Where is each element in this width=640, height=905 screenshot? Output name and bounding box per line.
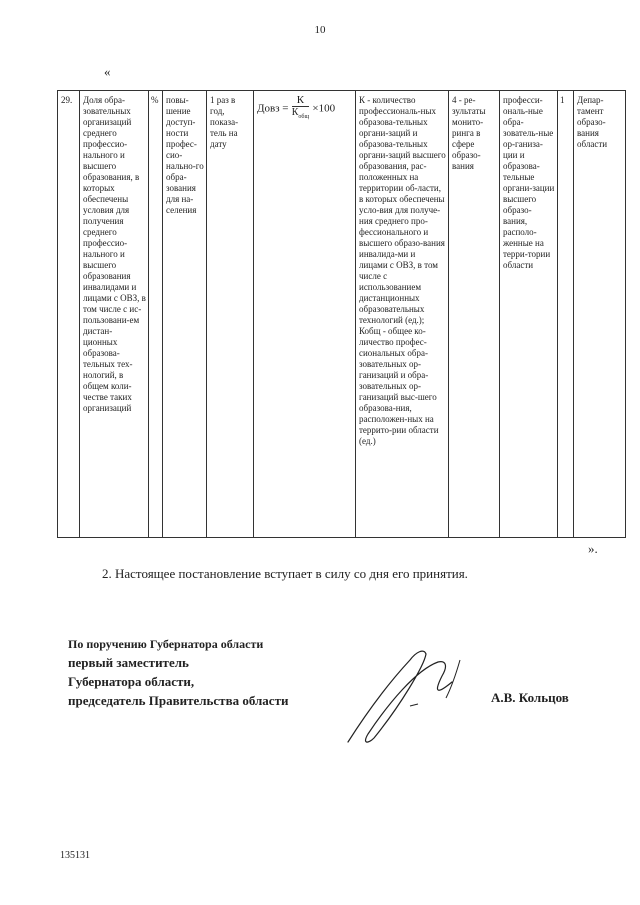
opening-quote: « (104, 64, 111, 79)
closing-quote: ». (588, 541, 598, 556)
signature-line-2: первый заместитель (68, 655, 189, 670)
formula-rhs: ×100 (312, 102, 336, 115)
page-number: 10 (314, 24, 326, 36)
formula-denominator-subscript: общ (298, 114, 310, 120)
signature-block (68, 636, 288, 710)
signature-line-4: председатель Правительства области (68, 693, 289, 708)
table-row (58, 91, 626, 538)
variables-description: К - количество профессиональ-ных образова-тельных органи-заций и образова-тельных органи-заций высшего образования, рас-положенных на территории об-ласти, в которых обеспечены усло-вия для получе-ния среднего про-фессионального и высшего образо-вания инвалида-ми и лицами с ОВЗ, в том числе с использованием дистанционных образовательных технологий (ед.); Кобщ - общее ко-личество профес-сиональных обра-зовательных ор-ганизаций и обра-зовательных ор-ганизаций выс-шего образова-ния, расположен-ных на террито-рии области (ед.) (356, 91, 449, 538)
signature-line-1: По поручению Губернатора области (68, 637, 264, 651)
document-code: 135131 (60, 850, 90, 861)
formula-numerator: К (292, 95, 309, 107)
data-source: 4 - ре-зультаты монито-ринга в сфере образо-вания (449, 91, 500, 538)
indicator-table (57, 90, 626, 538)
responsible-body: Депар-тамент образо-вания области (574, 91, 626, 538)
indicator-direction: повы-шение доступ-ности профес-сио-нально-го обра-зования для на-селения (163, 91, 207, 538)
unit: % (149, 91, 163, 538)
handwritten-signature (340, 640, 480, 750)
frequency: 1 раз в год, показа-тель на дату (207, 91, 254, 538)
formula-lhs: Довз = (257, 102, 289, 115)
coverage: професси-ональ-ные обра-зователь-ные ор-ганиза-ции и образова-тельные органи-зации высшего образо-вания, располо-женные на терри-тории области (500, 91, 558, 538)
formula-fraction (292, 95, 309, 123)
signature-line-3: Губернатора области, (68, 674, 195, 689)
row-number: 29. (58, 91, 80, 538)
calculation-formula (254, 91, 356, 538)
column-8: 1 (558, 91, 574, 538)
indicator-name: Доля обра-зовательных организаций среднего профессио-нального и высшего образования, в которых обеспечены условия для получения среднего профессио-нального и высшего образования инвалидами и лицами с ОВЗ, в том числе с ис-пользовани-ем дистан-ционных образова-тельных тех-нологий, в общем коли-честве таких организаций (80, 91, 149, 538)
formula-denominator-symbol: К (291, 107, 299, 118)
paragraph-2: 2. Настоящее постановление вступает в силу со дня его принятия. (102, 566, 468, 581)
formula-denominator (292, 107, 309, 123)
signatory-name: А.В. Кольцов (491, 690, 569, 705)
